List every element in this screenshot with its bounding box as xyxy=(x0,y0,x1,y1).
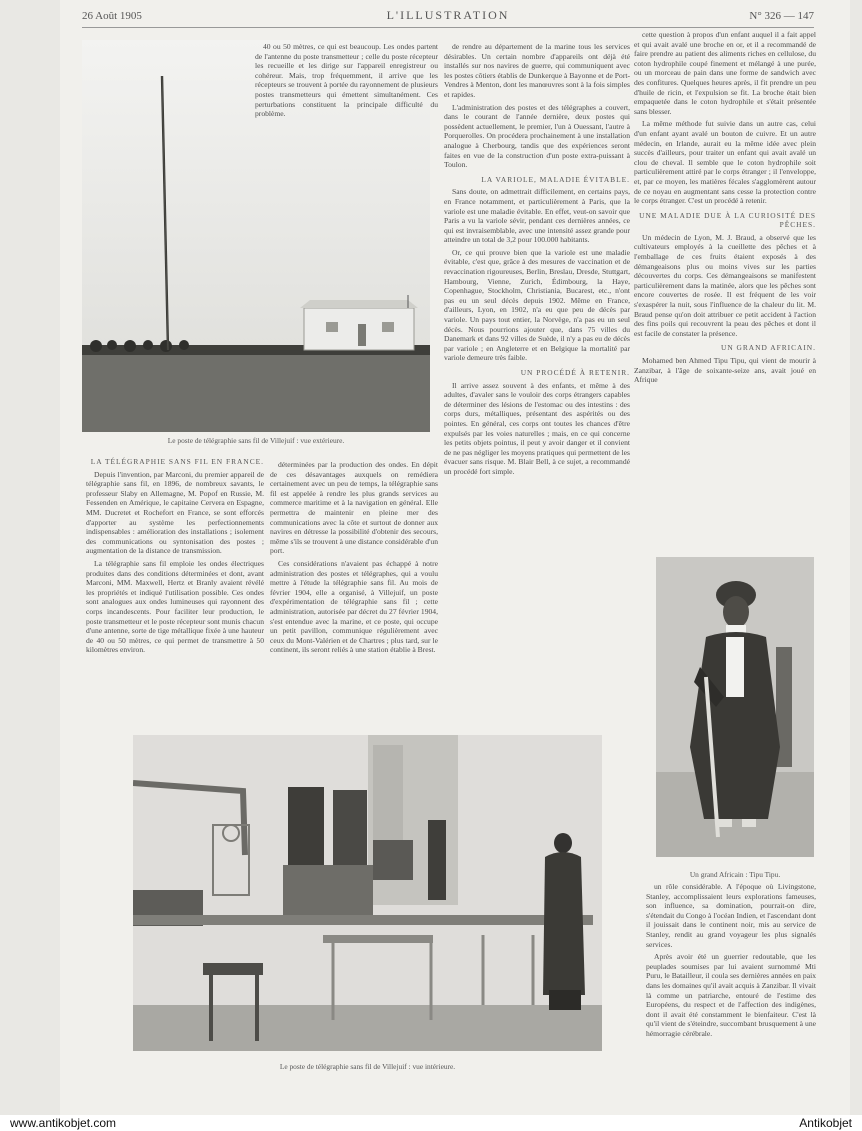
column-2-paragraph-1: déterminées par la production des ondes. En dépit de ces désavantages auxquels on remédiera certainement avec un peu de temps, la télégraphie sans fil est appelée à rendre les plus grands services au commerce maritime et à la navigation en général. Elle permettra de maintenir en pleine mer des communications avec la côte et surtout de donner aux navires en détresse la possibilité d'obtenir des secours, même s'ils se trouvent à une distance considérable d'un port. xyxy=(270,460,438,556)
column-1-top-text: 40 ou 50 mètres, ce qui est beaucoup. Les ondes partent de l'antenne du poste transmetteur ; celle du poste récepteur les recueille et les dirige sur l'appareil enregistreur ou cohéreur. Mais, trop fréquemment, il arrive que les récepteurs se trouvent à portée du rayonnement de plusieurs postes transmetteurs qui émettent simultanément. Ces perturbations constituent la principale difficulté du problème. xyxy=(255,42,438,119)
column-2 xyxy=(270,460,438,722)
portrait-photo xyxy=(656,557,814,857)
column-4-paragraph-3: Un médecin de Lyon, M. J. Braud, a observé que les cultivateurs employés à la cueillette des pêches et à l'emballage de ces fruits étaient exposés à des démangeaisons plus ou moins vives sur les parties découvertes du corps. Ces démangeaisons se manifestent particulièrement dans la matinée, alors que les pêches sont encore couvertes de rosée. Il est fréquent de les voir s'exaspérer la nuit, sous l'influence de la chaleur du lit. M. Braud pense qu'on doit attribuer ce petit accident à l'action des fins poils qui recouvrent la peau des pêches et dont il est facile de constater la présence. xyxy=(634,232,816,338)
column-4-paragraph-6: Après avoir été un guerrier redoutable, que les peuplades soumises par lui avaient surnommé Mti Puru, le Batailleur, il coula ses dernières années en paix dans les domaines qu'il avait acquis à Zanzibar. Il vivait là comme un patriarche, entouré de l'estime des Européens, du respect et de l'affection des indigènes, dont il avait été constamment le bienfaiteur. C'est là qu'il vient de s'éteindre, succombant brusquement à une hémorragie cérébrale. xyxy=(646,952,816,1038)
column-2-paragraph-2: Ces considérations n'avaient pas échappé à notre administration des postes et télégraphes, qui a voulu mettre à l'étude la télégraphie sans fil. Au mois de février 1904, elle a organisé, à Villejuif, un poste d'expérimentation de télégraphie sans fil ; cette administration, autorisée par décret du 27 février 1904, s'est entendue avec la marine, et ce poste, qui occupe un petit pavillon, communique régulièrement avec ceux du Mont-Valérien et de Chartres ; plus tard, sur le continent, ils seront reliés à une station établie à Brest. xyxy=(270,558,438,655)
subheading-curieuse: UNE MALADIE DUE À LA CURIOSITÉ DES PÊCHES. xyxy=(639,210,816,230)
column-1-paragraph-2: La télégraphie sans fil emploie les ondes électriques produites dans des conditions déterminées et dont, avant Marconi, MM. Maxwell, Hertz et Branly avaient révélé les propriétés et indiqué l'utilisation possible. Ces ondes sont analogues aux ondes lumineuses qui rayonnent des corps incandescents. Pour faciliter leur production, le poste transmetteur et le poste récepteur sont munis chacun d'une antenne, sorte de tige métallique fixée à une hauteur de 40 ou 50 mètres, ce qui permet de transmettre à 50 kilomètres environ. xyxy=(86,558,264,655)
laboratory-photo-caption: Le poste de télégraphie sans fil de Villejuif : vue intérieure. xyxy=(279,1062,456,1071)
subheading-procede: UN PROCÉDÉ À RETENIR. xyxy=(520,368,630,377)
column-3-paragraph-1: de rendre au département de la marine tous les services désirables. Un certain nombre d'appareils ont déjà été installés sur nos navires de guerre, qui communiquent avec les postes côtiers établis de Dunkerque à Bayonne et de Port-Vendres à Menton, dont les manœuvres sont à la fois simples et rapides. xyxy=(444,42,630,99)
column-4-paragraph-4: Mohamed ben Ahmed Tipu Tipu, qui vient de mourir à Zanzibar, à l'âge de soixante-seize ans, avait joué en Afrique xyxy=(634,356,816,385)
column-3-paragraph-2: L'administration des postes et des télégraphes a couvert, dans le courant de l'année dernière, deux postes qui possèdent actuellement, le premier, l'un à Ouessant, l'autre à Porquerolles. On procédera prochainement à une installation analogue à Cherbourg, tandis que des expériences seront faites en vue de la construction d'un poste extra-puissant à Toulon. xyxy=(444,102,630,170)
column-4-top xyxy=(634,30,816,552)
column-3-paragraph-3: Sans doute, on admettrait difficilement, en certains pays, en France notamment, et particulièrement à Paris, que la variole est une maladie évitable. En effet, veut-on savoir que Paris a vu la variole sévir, pendant ces dernières années, ce qui est invraisemblable, avec une intensité assez grande pour atteindre un total de 3,2 pour 100.000 habitants. xyxy=(444,187,630,245)
column-4-paragraph-2: La même méthode fut suivie dans un autre cas, celui d'un enfant ayant avalé un bouton de cuivre. Et un autre médecin, en Irlande, aurait eu la même idée avec plein succès d'ailleurs, pour traiter un enfant qui avait avalé un clou de cheval. Il semble que le coton hydrophile soit particulièrement attiré par le corps étranger ; il l'enveloppe, et, par ce moyen, les matières fécales s'agglomèrent autour de ce noyau en augmentant sans cesse la protection contre le corps étranger. C'est un procédé à retenir. xyxy=(634,119,816,206)
column-3-paragraph-5: Il arrive assez souvent à des enfants, et même à des adultes, d'avaler sans le vouloir des corps étrangers capables de déterminer des lésions de l'estomac ou des intestins : des corps durs, métalliques, présentant des aspérités ou des pointes. En général, ces corps ont toutes les chances d'être expulsés par les voies naturelles ; mais, en ce qui concerne les petits objets pointus, il peut y avoir danger et il convient de ne pas négliger les moyens pratiques qui permettent de les évacuer sans risque. M. Blair Bell, à ce sujet, a recommandé un procédé fort simple. xyxy=(444,380,630,476)
column-1-paragraph-1: Depuis l'invention, par Marconi, du premier appareil de télégraphie sans fil, en 1896, de nombreux savants, le professeur Slaby en Allemagne, M. Popof en Russie, M. Fessenden en Amérique, le capitaine Cervera en Espagne, MM. Ducretet et Rochefort en France, se sont efforcés d'apporter au système les perfectionnements indispensables : amélioration des installations ; isolement des communications ou syntonisation des postes ; augmentation de la distance de transmission. xyxy=(86,469,264,556)
subheading-variole: LA VARIOLE, MALADIE ÉVITABLE. xyxy=(481,174,630,184)
page-header xyxy=(82,8,814,26)
column-3 xyxy=(444,42,630,724)
watermark-bar xyxy=(0,1115,862,1131)
laboratory-photo xyxy=(133,735,602,1051)
column-4-bottom xyxy=(646,882,816,1082)
portrait-caption: Un grand Africain : Tipu Tipu. xyxy=(689,870,781,879)
antenna-photo-caption: Le poste de télégraphie sans fil de Villejuif : vue extérieure. xyxy=(167,436,345,445)
journal-title: L'ILLUSTRATION xyxy=(386,8,510,22)
header-page-number: N° 326 — 147 xyxy=(749,10,814,22)
column-3-paragraph-4: Or, ce qui prouve bien que la variole est une maladie évitable, c'est que, grâce à des mesures de vaccination et de revaccination rigoureuses, Berlin, Breslau, Dresde, Stuttgart, Hambourg, Vienne, Zurich, Édimbourg, la Haye, Copenhague, Stockholm, Christiania, Bucarest, etc., n'ont pas eu un seul décès depuis 1902. Même en France, d'ailleurs, Lyon, en 1902, n'a eu que peu de décès par variole. Un pays tout entier, la Norvège, n'a pas eu un seul décès. Nous pourrions ajouter que, dans 75 villes du Danemark et dans 92 villes de Suède, il n'y a pas eu de décès par variole ; en Angleterre et en Belgique la mortalité par variole demeure très faible. xyxy=(444,247,630,363)
column-4-paragraph-1: cette question à propos d'un enfant auquel il a fait appel et qui avait avalé une broche en or, et il a recommandé de faire prendre au patient des aliments riches en cellulose, du coton hydrophile coupé finement et mélangé à une purée, ou un morceau de pain dans une forme de sandwich avec des confitures. Quelques heures après, il fit prendre un peu d'huile de ricin, et l'expulsion se fit. La broche était bien empaquetée dans le coton hydrophile et s'était présentée sans blesser. xyxy=(634,30,816,116)
header-rule xyxy=(82,27,814,28)
header-date: 26 Août 1905 xyxy=(82,10,142,22)
column-1 xyxy=(86,452,264,722)
watermark-brand: Antikobjet xyxy=(799,1116,852,1130)
subheading-tsf: LA TÉLÉGRAPHIE SANS FIL EN FRANCE. xyxy=(90,457,264,466)
subheading-africain: UN GRAND AFRICAIN. xyxy=(721,343,816,353)
column-4-paragraph-5: un rôle considérable. A l'époque où Livingstone, Stanley, accomplissaient leurs explorations fameuses, son influence, sa domination, pourrait-on dire, s'étendait du Congo à l'océan Indien, et l'ascendant dont il jouissait dans le continent noir, mis au service de Stanley, rendit au grand voyageur les plus signalés services. xyxy=(646,882,816,949)
column-1-top xyxy=(255,42,438,237)
watermark-url: www.antikobjet.com xyxy=(10,1116,117,1130)
